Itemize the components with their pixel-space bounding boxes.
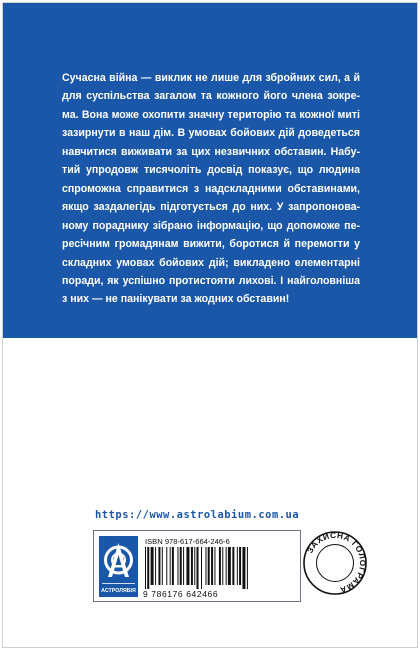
barcode-bar	[166, 547, 167, 585]
blurb-line: ресічним громадянам вижити, боротися й перемогти у	[62, 238, 360, 251]
barcode-bar	[180, 547, 182, 585]
barcode-bar	[208, 547, 210, 585]
barcode-bar	[191, 547, 193, 585]
barcode-bar	[155, 547, 156, 585]
security-hologram-seal	[302, 530, 368, 596]
barcode-bar	[211, 547, 213, 585]
barcode-digits: 9 786176 642466	[143, 589, 219, 599]
barcode-bar	[201, 547, 202, 589]
barcode-bar	[247, 547, 248, 589]
barcode-bar	[151, 547, 154, 585]
barcode-bar	[228, 547, 231, 585]
barcode-bar	[162, 547, 163, 585]
publisher-logo	[99, 536, 138, 597]
barcode-bar	[237, 547, 238, 585]
barcode-bar	[147, 547, 149, 589]
barcode-bar	[177, 547, 178, 585]
barcode-bar	[219, 547, 221, 585]
blurb-line: тий упродовж тисячоліть досвід показує, що людина	[62, 164, 360, 177]
barcode-bar	[214, 547, 215, 585]
blurb-line: з них — не панікувати за жодних обставин!	[62, 293, 290, 306]
barcode-bar	[226, 547, 227, 585]
barcode-bar	[170, 547, 171, 585]
blurb-line: ному пораднику зібрано інформацію, що допоможе пе-	[62, 219, 360, 232]
blurb-line: складних умовах бойових дій; викладено елементарні	[62, 256, 360, 269]
barcode-image	[144, 547, 288, 589]
barcode-bar	[197, 547, 199, 589]
blurb-line: поради, як успішно протистояти лихові. І найголовніша	[62, 274, 360, 287]
barcode-bar	[186, 547, 189, 585]
blurb-line: ма. Вона може охопити значну територію та кожної миті	[62, 108, 360, 121]
cover-blurb	[62, 69, 360, 309]
barcode-bar	[194, 547, 195, 585]
barcode-bar	[222, 547, 223, 585]
blurb-line: навчитися виживати за цих незвичних обставин. Набу-	[62, 145, 360, 158]
blurb-line: для суспільства загалом та кожного його члена зокре-	[62, 90, 360, 103]
barcode-bar	[239, 547, 241, 585]
blurb-line: Сучасна війна — виклик не лише для збройних сил, а й	[62, 72, 360, 84]
barcode-bar	[183, 547, 184, 585]
barcode-bar	[145, 547, 146, 589]
publisher-logo-label: АСТРОЛЯБІЯ	[101, 588, 136, 594]
barcode-bar	[172, 547, 174, 585]
blurb-line: якщо заздалегідь підготується до них. У запропонова-	[62, 201, 360, 214]
publisher-website-link[interactable]: https://www.astrolabium.com.ua	[95, 509, 300, 521]
blurb-line: зазирнути в наш дім. В умовах бойових дій доведеться	[62, 127, 360, 140]
barcode-bar	[205, 547, 206, 585]
barcode-bar	[158, 547, 160, 585]
barcode-bar	[232, 547, 234, 585]
blurb-line: спроможна справитися з надскладними обставинами,	[62, 182, 360, 195]
isbn-info-box	[93, 530, 301, 602]
isbn-number: ISBN 978-617-664-246-6	[145, 537, 230, 546]
barcode-bar	[242, 547, 245, 589]
hologram-text: ЗАХИСНА ГОЛОГРАМА	[305, 530, 368, 595]
